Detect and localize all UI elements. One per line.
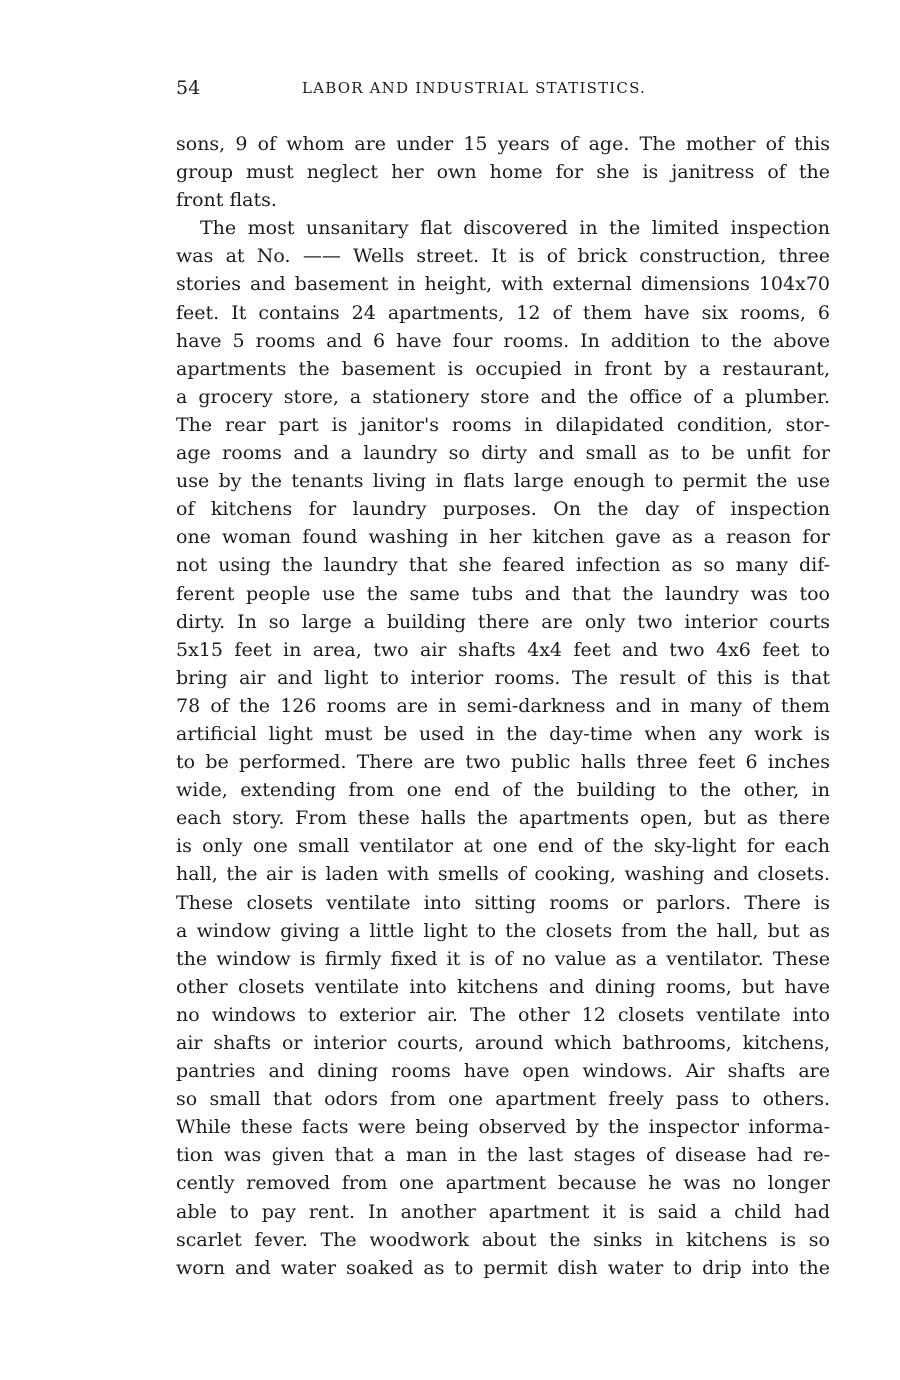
text-line: each story. From these halls the apartments open, but as there xyxy=(176,807,830,830)
text-line: artificial light must be used in the day-time when any work is xyxy=(176,722,830,745)
text-line: While these facts were being observed by the inspector informa- xyxy=(176,1116,830,1139)
text-line: bring air and light to interior rooms. The result of this is that xyxy=(176,666,830,689)
text-line: able to pay rent. In another apartment it is said a child had xyxy=(176,1200,830,1223)
text-line: scarlet fever. The woodwork about the sinks in kitchens is so xyxy=(176,1228,830,1251)
text-line: pantries and dining rooms have open windows. Air shafts are xyxy=(176,1060,830,1083)
text-line: not using the laundry that she feared infection as so many dif- xyxy=(176,554,830,577)
text-line: age rooms and a laundry so dirty and small as to be unfit for xyxy=(176,442,830,465)
text-line: so small that odors from one apartment freely pass to others. xyxy=(176,1088,830,1111)
text-line: 5x15 feet in area, two air shafts 4x4 feet and two 4x6 feet to xyxy=(176,638,830,661)
text-line: other closets ventilate into kitchens and dining rooms, but have xyxy=(176,975,830,998)
text-line: These closets ventilate into sitting rooms or parlors. There is xyxy=(176,891,830,914)
text-line: The rear part is janitor's rooms in dilapidated condition, stor- xyxy=(176,413,830,436)
text-line: cently removed from one apartment because he was no longer xyxy=(176,1172,830,1195)
running-head: LABOR AND INDUSTRIAL STATISTICS. xyxy=(302,79,646,97)
text-line: dirty. In so large a building there are only two interior courts xyxy=(176,610,830,633)
text-line: hall, the air is laden with smells of cooking, washing and closets. xyxy=(176,863,830,886)
text-line: the window is firmly fixed it is of no value as a ventilator. These xyxy=(176,947,830,970)
text-line: use by the tenants living in flats large enough to permit the use xyxy=(176,470,830,493)
text-line: have 5 rooms and 6 have four rooms. In addition to the above xyxy=(176,329,830,352)
text-line: air shafts or interior courts, around which bathrooms, kitchens, xyxy=(176,1032,830,1054)
text-line: group must neglect her own home for she is janitress of the xyxy=(176,161,830,184)
text-line: was at No. —— Wells street. It is of brick construction, three xyxy=(176,245,830,268)
text-line: one woman found washing in her kitchen gave as a reason for xyxy=(176,526,830,549)
text-line: sons, 9 of whom are under 15 years of age. The mother of this xyxy=(176,133,830,155)
text-line: front flats. xyxy=(176,189,277,212)
text-line: worn and water soaked as to permit dish water to drip into the xyxy=(176,1256,830,1279)
text-line: a grocery store, a stationery store and the office of a plumber. xyxy=(176,385,830,408)
text-line: 78 of the 126 rooms are in semi-darkness and in many of them xyxy=(176,694,830,717)
text-line: feet. It contains 24 apartments, 12 of them have six rooms, 6 xyxy=(176,301,830,324)
text-line: apartments the basement is occupied in front by a restaurant, xyxy=(176,357,830,380)
text-line: ferent people use the same tubs and that the laundry was too xyxy=(176,582,830,605)
text-line: The most unsanitary flat discovered in the limited inspection xyxy=(200,217,830,240)
text-line: a window giving a little light to the closets from the hall, but as xyxy=(176,919,830,942)
body-text xyxy=(176,130,830,1282)
text-line: stories and basement in height, with external dimensions 104x70 xyxy=(176,273,830,296)
text-line: is only one small ventilator at one end of the sky-light for each xyxy=(176,835,830,858)
text-line: tion was given that a man in the last stages of disease had re- xyxy=(176,1144,830,1167)
text-line: to be performed. There are two public halls three feet 6 inches xyxy=(176,751,830,774)
text-line: no windows to exterior air. The other 12 closets ventilate into xyxy=(176,1003,830,1026)
page-number: 54 xyxy=(176,77,201,99)
text-line: of kitchens for laundry purposes. On the day of inspection xyxy=(176,498,830,521)
text-line: wide, extending from one end of the building to the other, in xyxy=(176,779,830,802)
